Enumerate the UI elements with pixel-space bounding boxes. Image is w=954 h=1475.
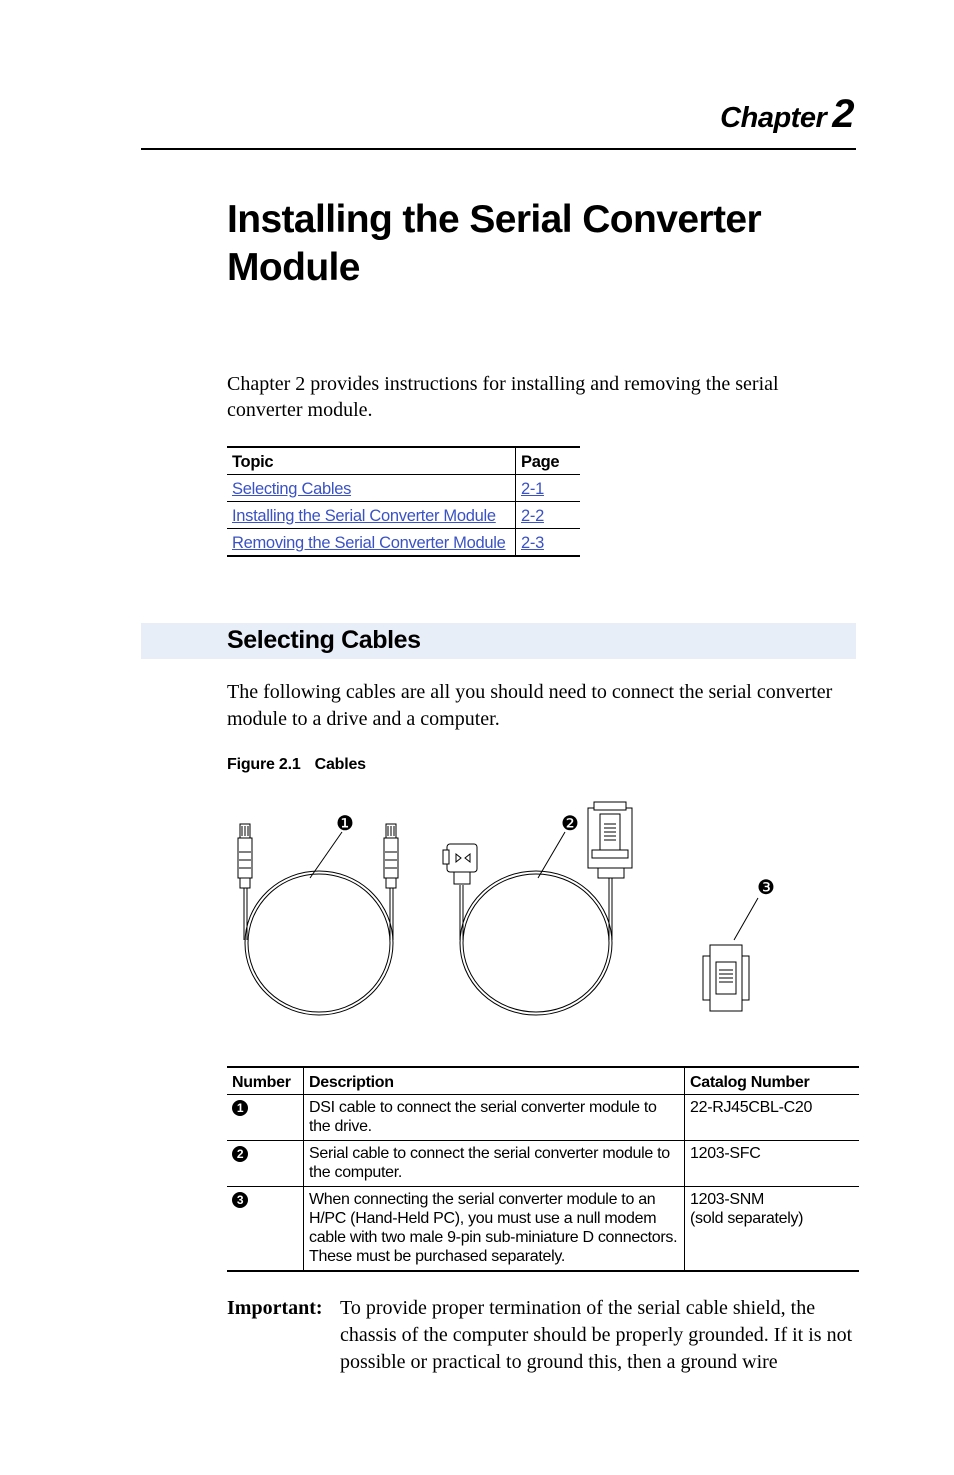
table-row: [227, 1095, 859, 1141]
cable-table-header: [227, 1067, 859, 1095]
chapter-rule: [141, 148, 856, 150]
number-header: Number: [227, 1067, 304, 1095]
serial-cable-drawing: [443, 802, 632, 1015]
number-badge: 3: [232, 1192, 248, 1208]
chapter-label: Chapter: [720, 102, 827, 134]
catalog-note: (sold separately): [690, 1210, 804, 1227]
page-link-2-3[interactable]: 2-3: [521, 533, 544, 552]
catalog-number: 22-RJ45CBL-C20: [690, 1099, 813, 1116]
catalog-number: 1203-SFC: [690, 1145, 761, 1162]
page-link-2-2[interactable]: 2-2: [521, 506, 544, 525]
figure-number: Figure 2.1: [227, 756, 301, 773]
number-badge: 2: [232, 1146, 248, 1162]
figure-title: Cables: [314, 756, 366, 773]
page-header: Page: [516, 447, 581, 475]
topic-link-installing[interactable]: Installing the Serial Converter Module: [232, 506, 496, 525]
cable-description: DSI cable to connect the serial converter module to the drive.: [304, 1095, 685, 1141]
table-row: [227, 1141, 859, 1187]
callout-3: ❸: [757, 875, 775, 899]
intro-paragraph: Chapter 2 provides instructions for installing and removing the serial converter module.: [227, 373, 779, 421]
table-row: [227, 529, 580, 557]
catalog-header: Catalog Number: [685, 1067, 860, 1095]
table-row: [227, 1187, 859, 1272]
important-label: Important:: [227, 1297, 323, 1319]
callout-1: ❶: [336, 811, 354, 835]
dsi-cable-drawing: [238, 824, 398, 1015]
chapter-heading: [720, 92, 854, 137]
topic-link-selecting-cables[interactable]: Selecting Cables: [232, 479, 352, 498]
table-row: [227, 475, 580, 502]
important-text: To provide proper termination of the serial cable shield, the chassis of the computer should be properly grounded. If it is not possible or practical to ground this, then a ground wire: [340, 1297, 853, 1373]
description-header: Description: [304, 1067, 685, 1095]
table-row: [227, 502, 580, 529]
section-title: Selecting Cables: [227, 626, 421, 654]
section-paragraph: The following cables are all you should need to connect the serial converter module to a drive and a computer.: [227, 681, 833, 730]
page-link-2-1[interactable]: 2-1: [521, 479, 544, 498]
chapter-number: 2: [832, 92, 854, 136]
topic-header: Topic: [227, 447, 516, 475]
topic-link-removing[interactable]: Removing the Serial Converter Module: [232, 533, 506, 552]
catalog-number: 1203-SNM: [690, 1191, 765, 1208]
cable-table: [227, 1066, 859, 1272]
page-title: Installing the Serial Converter Module: [227, 198, 762, 289]
cables-illustration: [220, 790, 790, 1030]
figure-caption: [227, 756, 366, 774]
callout-2: ❷: [561, 811, 579, 835]
topic-table-header: [227, 447, 580, 475]
null-modem-adapter-drawing: [703, 898, 758, 1011]
cable-description: When connecting the serial converter module to an H/PC (Hand-Held PC), you must use a null modem cable with two male 9-pin sub-miniature D connectors. These must be purchased separately.: [304, 1187, 685, 1272]
cable-description: Serial cable to connect the serial converter module to the computer.: [304, 1141, 685, 1187]
topic-table: [227, 446, 580, 557]
number-badge: 1: [232, 1100, 248, 1116]
